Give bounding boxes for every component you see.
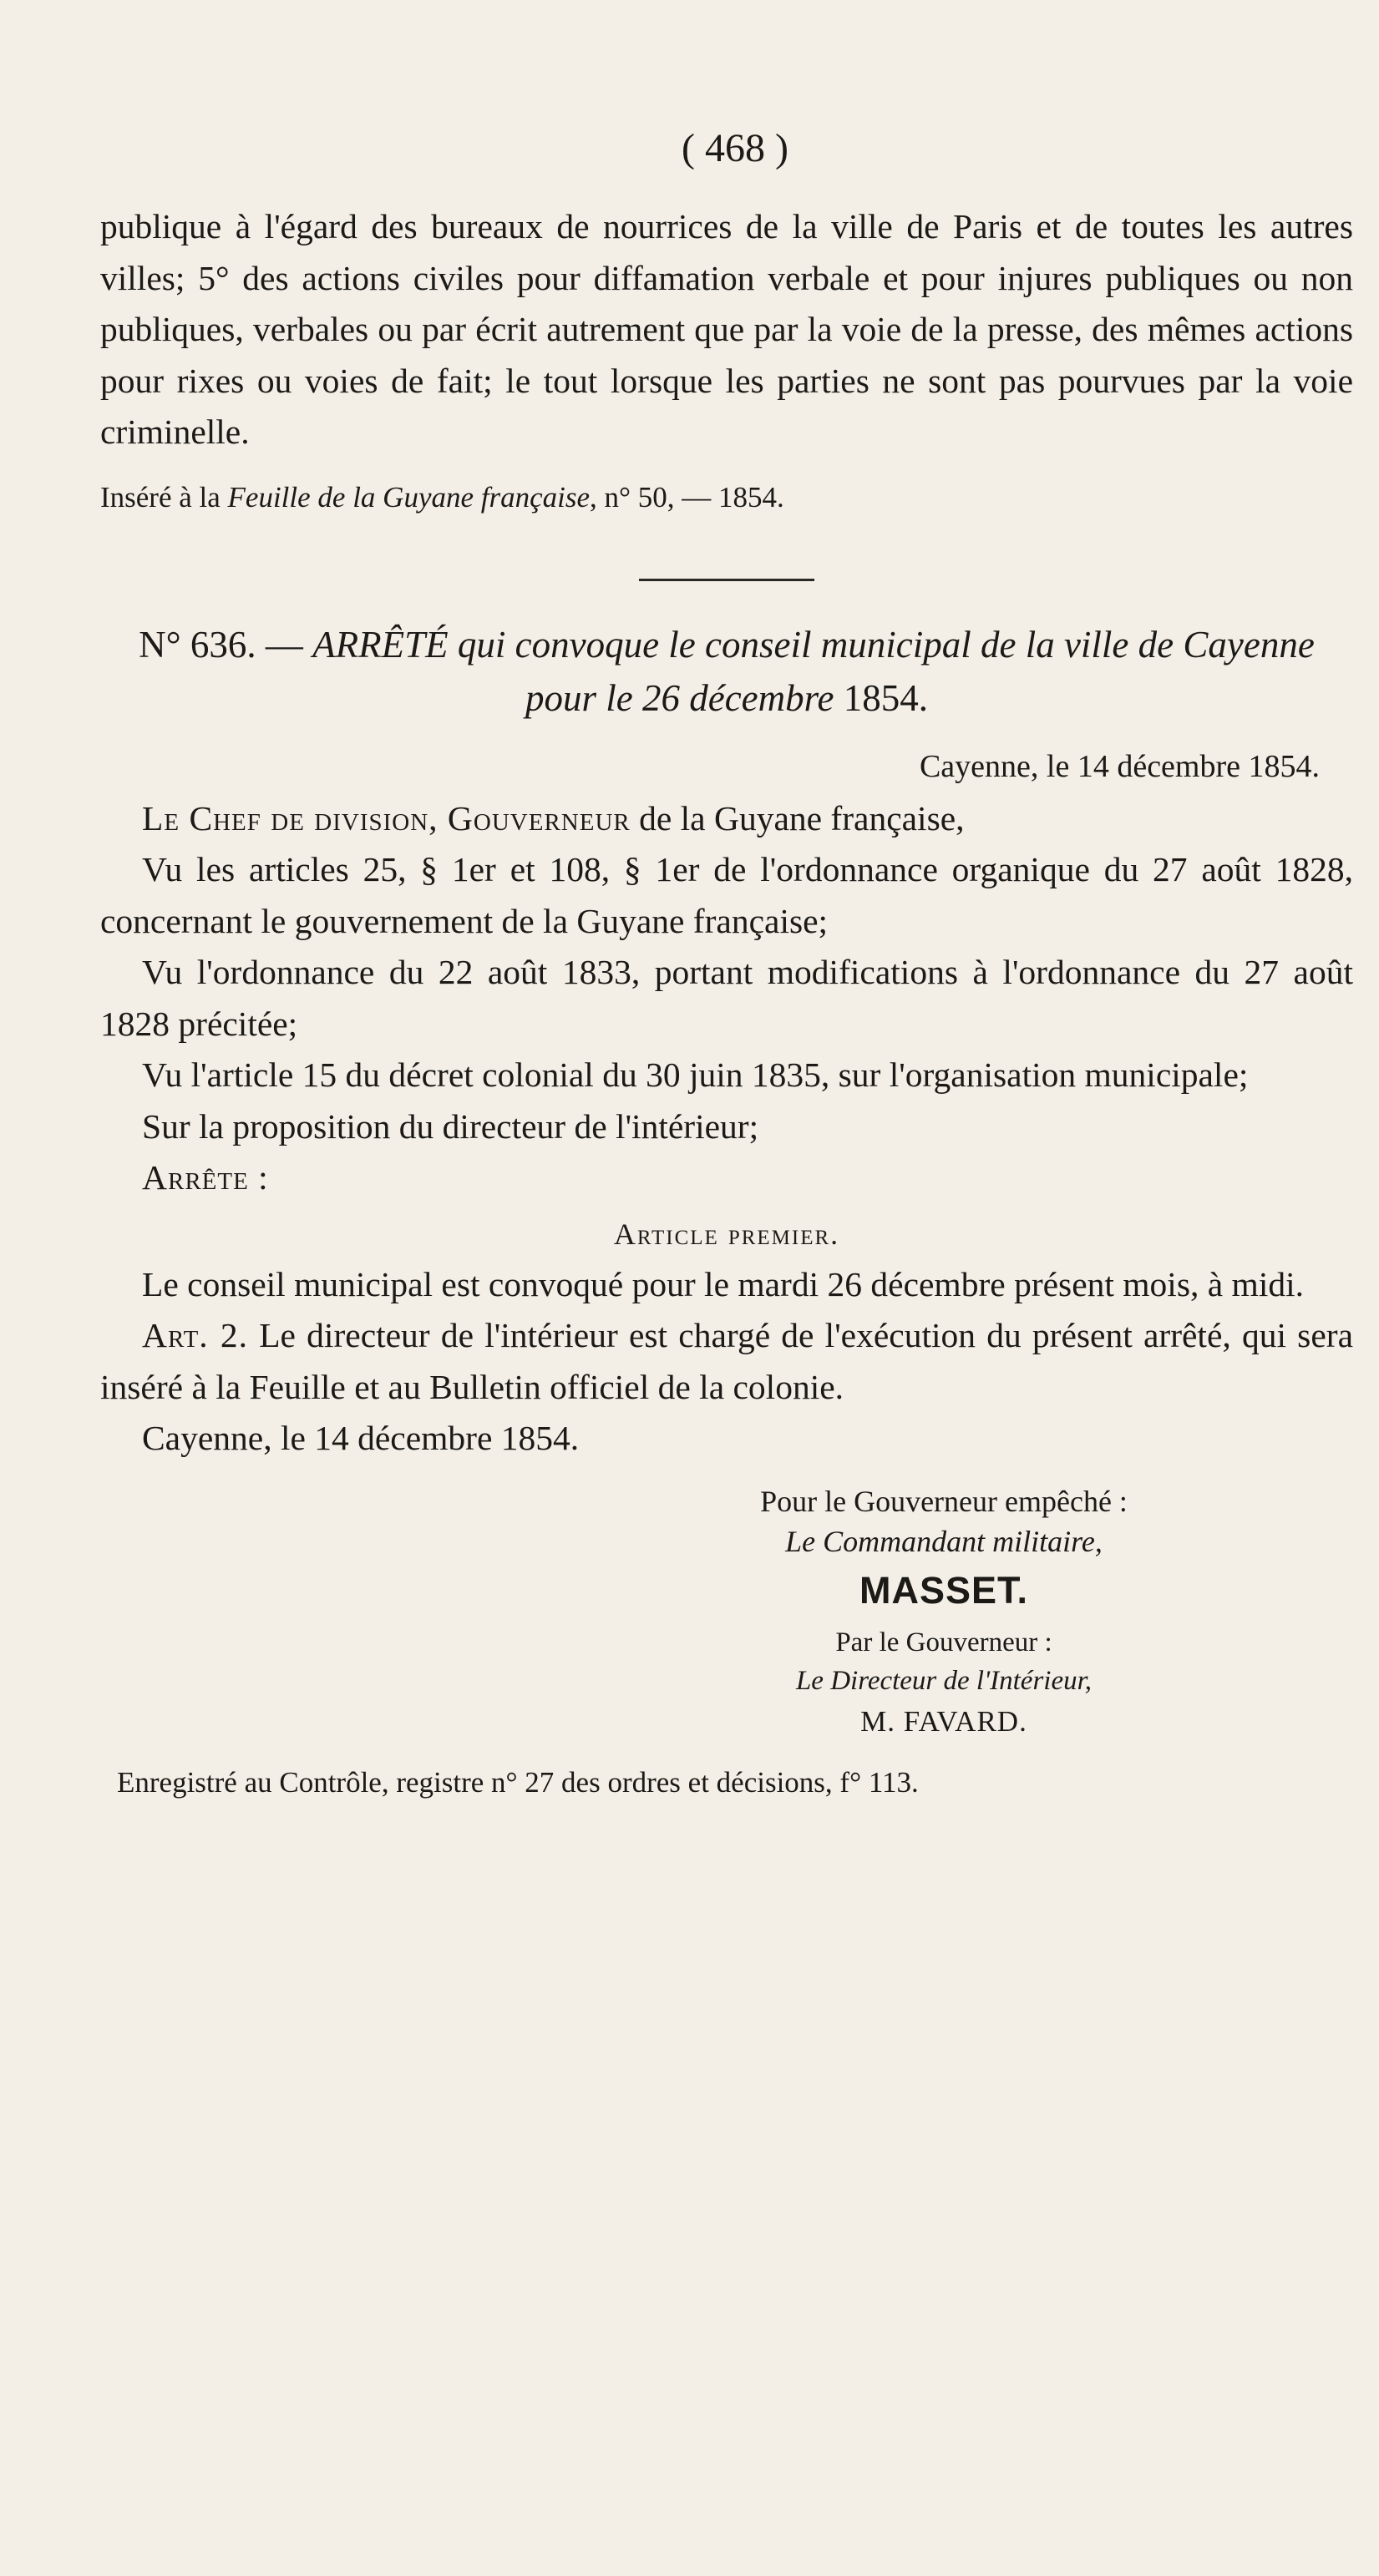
registry-line: Enregistré au Contrôle, registre n° 27 des ordres et décisions, f° 113.: [117, 1765, 919, 1799]
consideration-1: Vu les articles 25, § 1er et 108, § 1er de l'ordonnance organique du 27 août 1828, concernant le gouvernement de la Guyane française;: [100, 850, 1353, 940]
section-divider: [639, 579, 814, 581]
article-first-heading: Article premier.: [613, 1217, 840, 1251]
authority-rest: de la Guyane française,: [630, 798, 965, 838]
consideration-2: Vu l'ordonnance du 22 août 1833, portant modifications à l'ordonnance du 27 août 1828 précitée;: [100, 953, 1353, 1043]
article-second: [100, 1310, 1353, 1413]
continuation-paragraph: publique à l'égard des bureaux de nourrices de la ville de Paris et de toutes les autres villes; 5° des actions civiles pour diffamation verbale et pour injures publiques ou non publiques, verbales ou par écrit autrement que par la voie de la presse, des mêmes actions pour rixes ou voies de fait; le tout lorsque les parties ne sont pas pourvues par la voie criminelle.: [100, 207, 1353, 451]
decree-word: Arrête :: [142, 1158, 269, 1197]
source-suffix: , n° 50, — 1854.: [590, 480, 784, 514]
source-line: [100, 477, 1353, 519]
page-number: ( 468 ): [682, 126, 788, 170]
decree-number: N° 636. —: [139, 623, 303, 666]
article-first-text: Le conseil municipal est convoqué pour le mardi 26 décembre présent mois, à midi.: [142, 1264, 1304, 1303]
source-prefix: Inséré à la: [100, 480, 221, 514]
closing-date: Cayenne, le 14 décembre 1854.: [142, 1419, 580, 1457]
signature-name-masset: MASSET.: [859, 1568, 1029, 1612]
source-journal: Feuille de la Guyane française: [227, 480, 591, 514]
signature-line-5: Le Directeur de l'Intérieur,: [795, 1665, 1093, 1696]
decree-year: 1854.: [843, 676, 928, 719]
signature-name-favard: M. FAVARD.: [860, 1704, 1027, 1738]
authority-line: [100, 793, 1353, 845]
signature-line-4: Par le Gouverneur :: [835, 1627, 1052, 1657]
consideration-4: Sur la proposition du directeur de l'intérieur;: [142, 1106, 759, 1146]
consideration-3: Vu l'article 15 du décret colonial du 30 juin 1835, sur l'organisation municipale;: [142, 1055, 1249, 1094]
authority-smallcaps: Le Chef de division, Gouverneur: [142, 798, 631, 838]
article-second-text: Le directeur de l'intérieur est chargé de l'exécution du présent arrêté, qui sera inséré à la Feuille et au Bulletin officiel de la colonie.: [100, 1316, 1353, 1406]
signature-block: [100, 1481, 1353, 1743]
signature-line-2: Le Commandant militaire,: [785, 1524, 1103, 1558]
article-second-label: Art. 2.: [142, 1316, 248, 1354]
decree-title-text: ARRÊTÉ qui convoque le conseil municipal de la ville de Cayenne pour le 26 décembre: [312, 623, 1315, 719]
document-page: [100, 125, 1353, 1833]
signature-line-1: Pour le Gouverneur empêché :: [760, 1484, 1128, 1518]
decree-title: [100, 618, 1353, 725]
dateline: Cayenne, le 14 décembre 1854.: [919, 748, 1320, 784]
